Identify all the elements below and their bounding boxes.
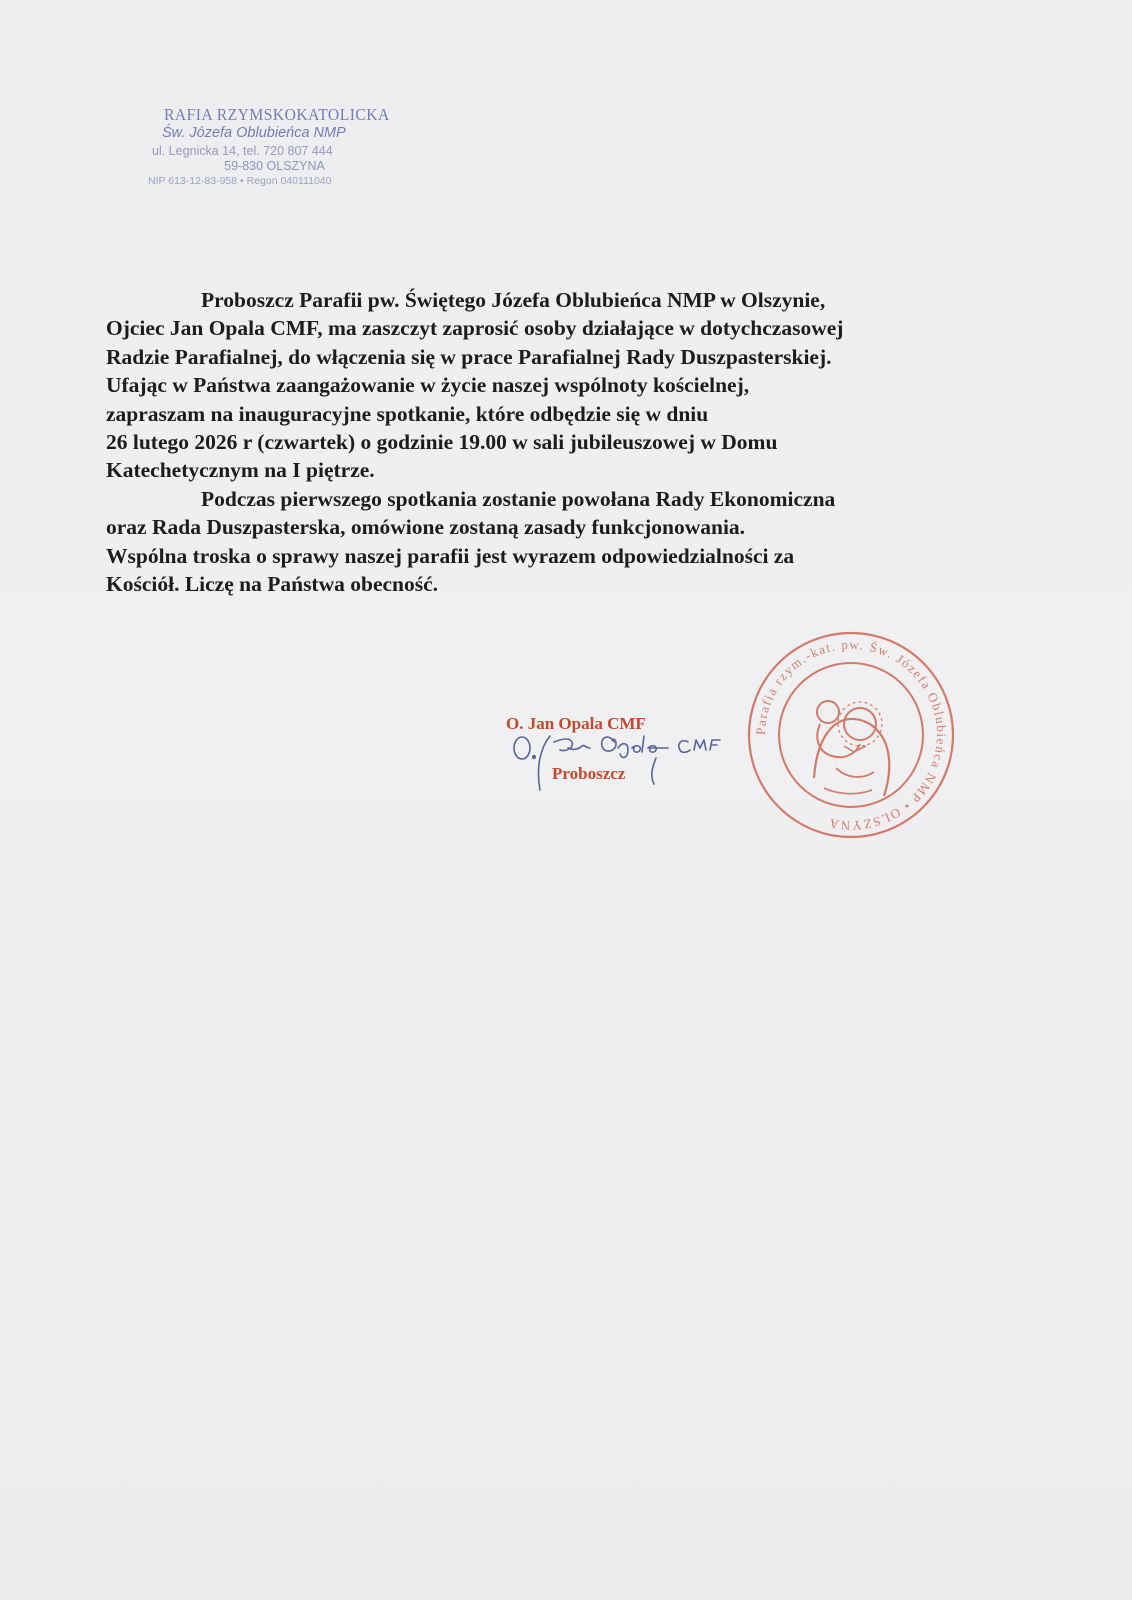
handwritten-signature bbox=[510, 728, 770, 808]
letter-line: oraz Rada Duszpasterska, omówione zostaną zasady funkcjonowania. bbox=[106, 515, 746, 540]
seal-circular-text: Parafia rzym.-kat. pw. Św. Józefa Oblubieńca NMP • OLSZYNA bbox=[752, 636, 950, 834]
letter-line: Podczas pierwszego spotkania zostanie powołana Rady Ekonomiczna bbox=[201, 486, 836, 511]
svg-text:Parafia rzym.-kat. pw. Św. Józ bbox=[753, 637, 949, 833]
stamp-address: ul. Legnicka 14, tel. 720 807 444 bbox=[152, 143, 333, 158]
letter-line: Kościół. Liczę na Państwa obecność. bbox=[106, 572, 439, 597]
stamp-parish-patron: Św. Józefa Oblubieńca NMP bbox=[162, 125, 346, 141]
letter-body bbox=[106, 286, 1036, 598]
signatory-title: Proboszcz bbox=[552, 764, 626, 783]
parish-header-stamp bbox=[148, 105, 397, 187]
letter-line: Katechetycznym na I piętrze. bbox=[106, 458, 375, 483]
letter-line: Ojciec Jan Opala CMF, ma zaszczyt zaprosić osoby działające w dotychczasowej bbox=[106, 316, 844, 341]
letter-line: 26 lutego 2026 r (czwartek) o godzinie 19.00 w sali jubileuszowej w Domu bbox=[106, 430, 778, 455]
letter-line: Wspólna troska o sprawy naszej parafii jest wyrazem odpowiedzialności za bbox=[106, 543, 795, 568]
letter-line: Radzie Parafialnej, do włączenia się w prace Parafialnej Rady Duszpasterskiej. bbox=[106, 344, 832, 369]
letter-line: Proboszcz Parafii pw. Świętego Józefa Oblubieńca NMP w Olszynie, bbox=[201, 288, 826, 312]
letter-line: Ufając w Państwa zaangażowanie w życie naszej wspólnoty kościelnej, bbox=[106, 373, 750, 398]
signatory-name-stamp: O. Jan Opala CMF bbox=[506, 714, 646, 733]
parish-round-seal bbox=[744, 628, 958, 842]
stamp-tax-ids: NIP 613-12-83-958 • Regon 040111040 bbox=[148, 174, 332, 187]
letter-line: zapraszam na inauguracyjne spotkanie, które odbędzie się w dniu bbox=[106, 401, 709, 426]
stamp-parish-name: RAFIA RZYMSKOKATOLICKA bbox=[164, 105, 390, 124]
stamp-postal-code: 59-830 OLSZYNA bbox=[224, 159, 325, 173]
